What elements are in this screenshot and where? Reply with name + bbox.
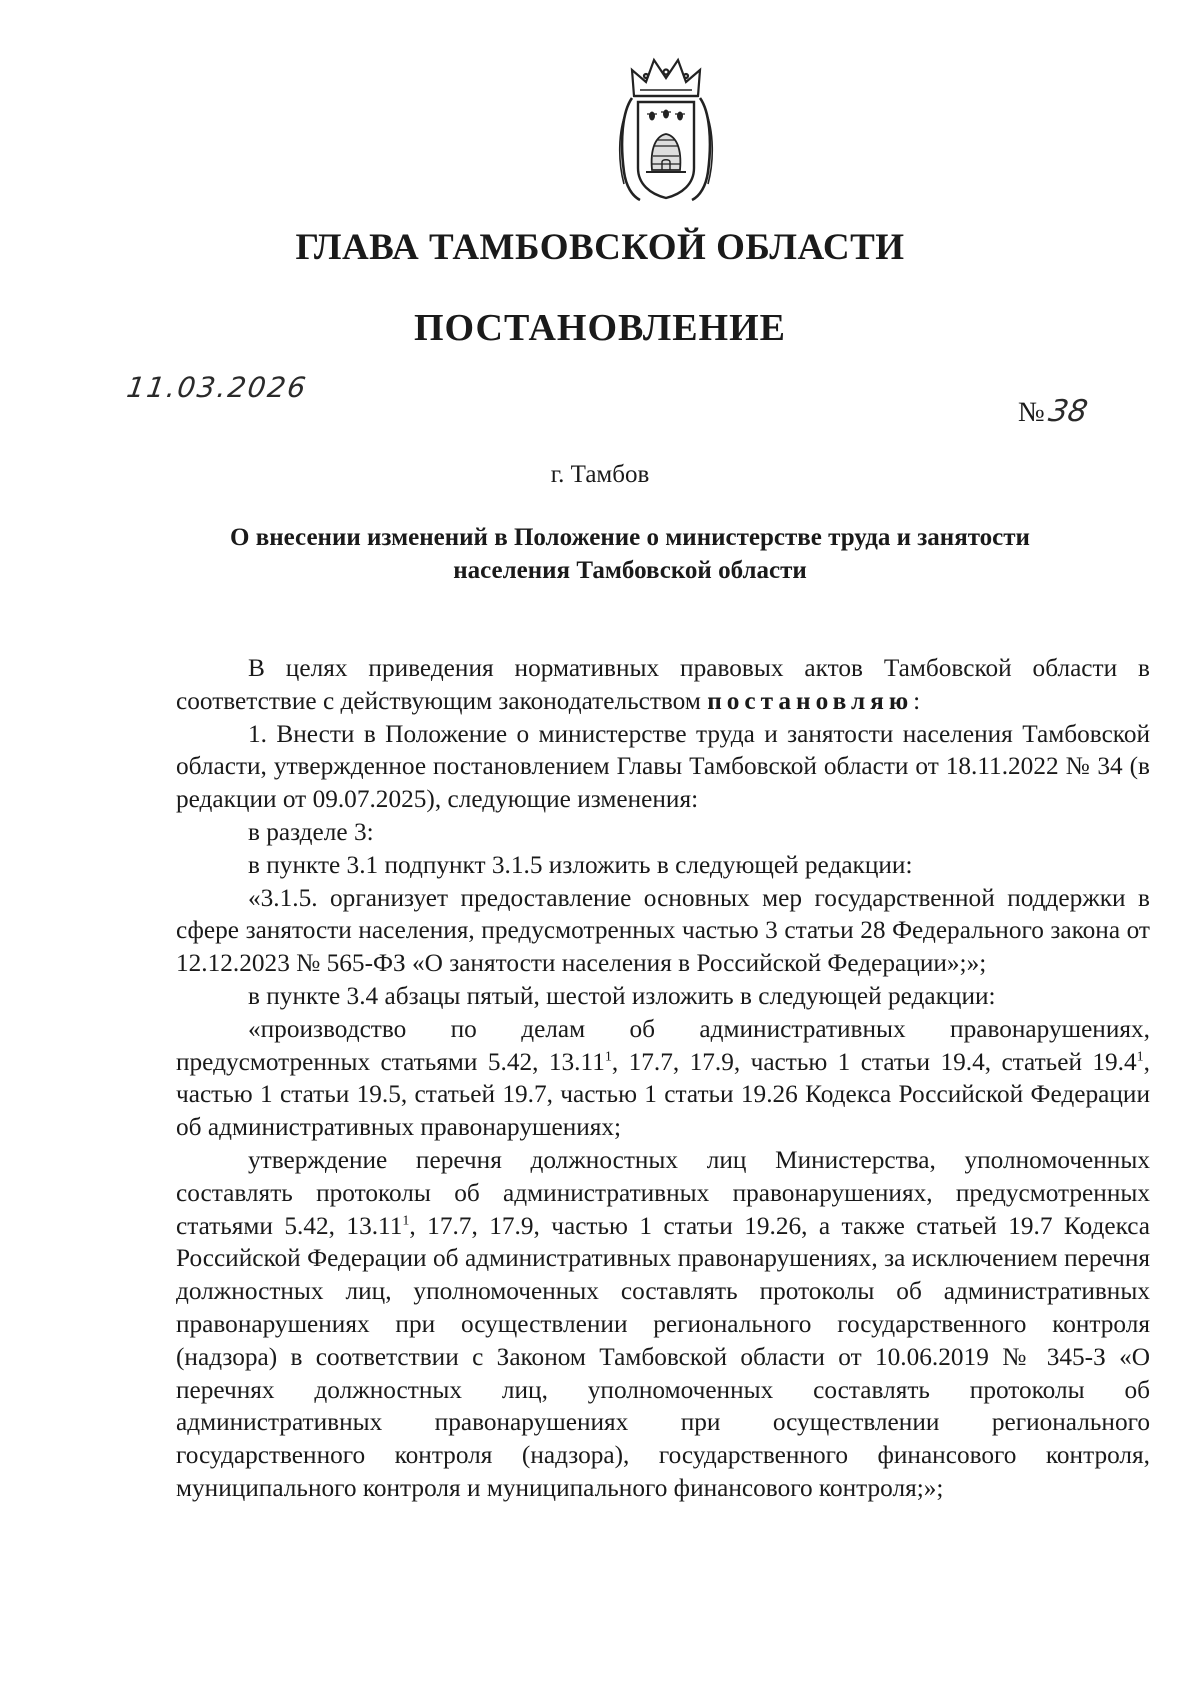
officials-text-a: утверждение перечня должностных лиц Министерства, уполномоченных составлять протоколы об административных правонарушениях, предусмотренных статьями 5.42, 13.11 [176,1145,1150,1240]
preamble-end: : [913,686,921,715]
superscript: 1 [402,1213,410,1229]
proceedings-text-b: , 17.7, 17.9, частью 1 статьи 19.4, статьей 19.4 [611,1047,1137,1076]
document-city: г. Тамбов [550,461,650,488]
superscript: 1 [1136,1049,1144,1065]
paragraph-clause-3-1: в пункте 3.1 подпункт 3.1.5 изложить в следующей редакции: [248,850,913,879]
document-subject [150,521,1110,587]
paragraph-preamble [176,652,1150,718]
officials-text-b: , 17.7, 17.9, частью 1 статьи 19.26, а также статьей 19.7 Кодекса Российской Федерации об административных правонарушениях, за исключением перечня должностных лиц, уполномоченных составлять протоколы об административных правонарушениях при осуществлении регионального государственного контроля (надзора) в соответствии с Законом Тамбовской области от 10.06.2019 № 345-З «О перечнях должностных лиц, уполномоченных составлять протоколы об административных правонарушениях при осуществлении регионального государственного контроля (надзора), государственного финансового контроля, муниципального контроля и муниципального финансового контроля;»; [176,1211,1150,1502]
tambov-coat-of-arms-icon [610,52,722,210]
paragraph-officials-list [176,1144,1150,1505]
paragraph-section-3: в разделе 3: [248,817,374,846]
paragraph-clause-3-4: в пункте 3.4 абзацы пятый, шестой изложить в следующей редакции: [248,981,996,1010]
number-label: № [1018,397,1045,428]
superscript: 1 [604,1049,612,1065]
subject-line-1: О внесении изменений в Положение о министерстве труда и занятости [230,524,1030,551]
proceedings-text-c: , частью 1 статьи 19.5, статьей 19.7, частью 1 статьи 19.26 Кодекса Российской Федерации об административных правонарушениях; [176,1047,1150,1142]
organization-title: ГЛАВА ТАМБОВСКОЙ ОБЛАСТИ [295,227,905,268]
document-body [176,652,1150,1505]
document-number [1018,394,1090,429]
paragraph-3-1-5: «3.1.5. организует предоставление основных мер государственной поддержки в сфере занятости населения, предусмотренных частью 3 статьи 28 Федерального закона от 12.12.2023 № 565-ФЗ «О занятости населения в Российской Федерации»;»; [176,883,1150,978]
subject-line-2: населения Тамбовской области [453,557,807,584]
document-type-title: ПОСТАНОВЛЕНИЕ [413,307,787,349]
paragraph-proceedings [176,1013,1150,1144]
document-date: 11.03.2026 [124,371,310,404]
proceedings-text-a: «производство по делам об административных правонарушениях, предусмотренных статьями 5.42, 13.11 [176,1014,1150,1076]
preamble-text: В целях приведения нормативных правовых актов Тамбовской области в соответствие с действующим законодательством [176,654,1150,715]
resolve-word: постановляю [707,686,914,715]
paragraph-item-1: 1. Внести в Положение о министерстве труда и занятости населения Тамбовской области, утвержденное постановлением Главы Тамбовской области от 18.11.2022 № 34 (в редакции от 09.07.2025), следующие изменения: [176,719,1150,814]
number-value: 38 [1045,394,1090,429]
